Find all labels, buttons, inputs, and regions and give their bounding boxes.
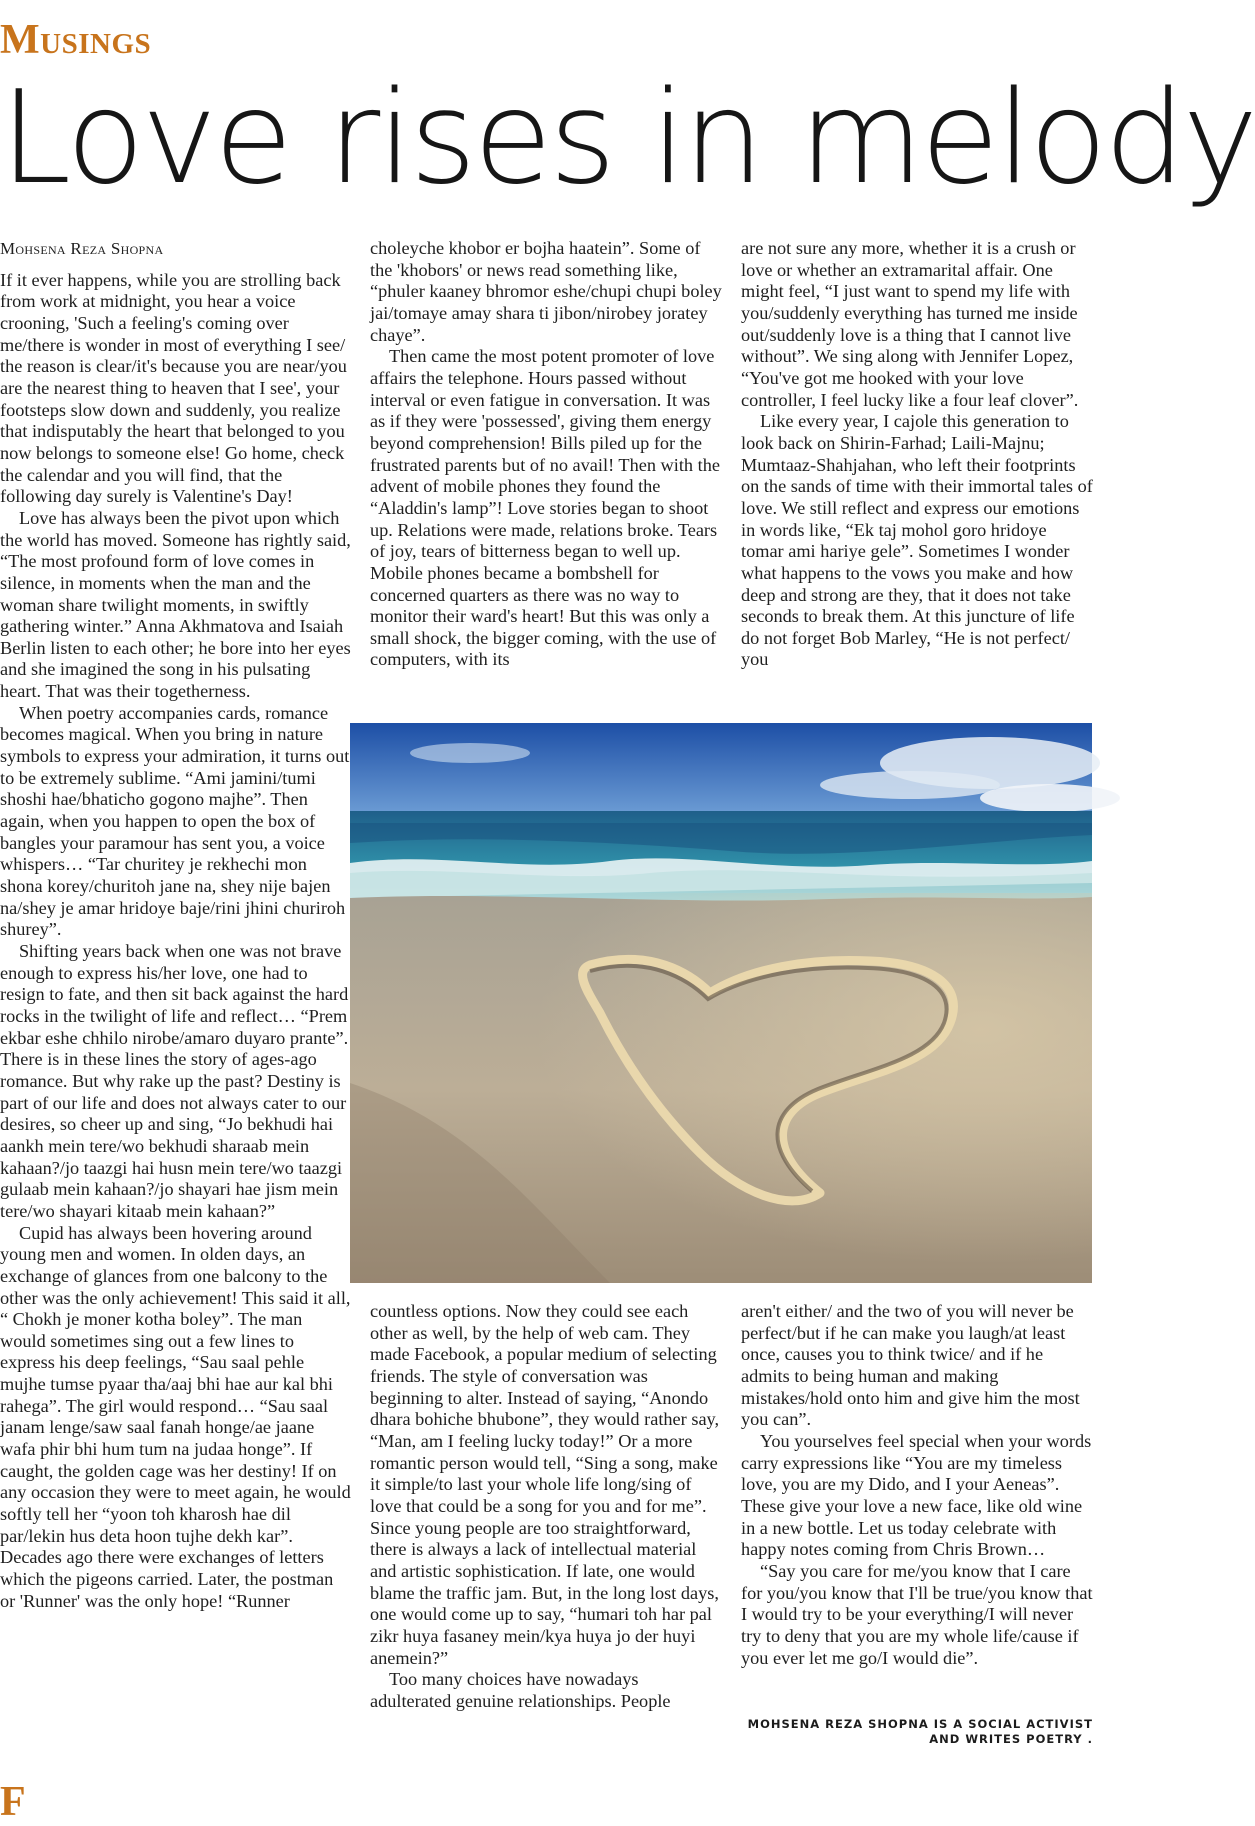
paragraph: When poetry accompanies cards, romance becomes magical. When you bring in nature symbols to express your admiration, it turns out to be extremely sublime. “Ami jamini/tumi shoshi hae/bhaticho gogono majhe”. Then again, when you happen to open the box of bangles your paramour has sent you, a voice whispers… “Tar churitey je rekhechi mon shona korey/churitoh jane na, shey nije bajen na/shey je amar hridoye baje/rini jhini churiroh shurey”. (0, 702, 350, 940)
paragraph: Too many choices have nowadays adulterated genuine relationships. People (370, 1669, 671, 1711)
author-credit: MOHSENA REZA SHOPNA IS A SOCIAL ACTIVIST AND WRITES POETRY . (747, 1717, 1093, 1746)
paragraph: Cupid has always been hovering around young men and women. In olden days, an exchange of glances from one balcony to the other was the only achievement! This said it all, “ Chokh je moner kotha boley”. The man would sometimes sing out a few lines to express his deep feelings, “Sau saal pehle mujhe tumse pyaar tha/aaj bhi hae aur kal bhi rahega”. The girl would respond… “Sau saal janam lenge/saw saal fanah honge/ae jaane wafa phir bhi hum tum na judaa honge”. If caught, the golden cage was her destiny! If on any occasion they were to meet again, he would softly tell her “yoon toh kharosh hae dil par/lekin hus deta hoon tujhe dekh kar”. Decades ago there were exchanges of letters which the pigeons carried. Later, the postman or 'Runner' was the only hope! “Runner (0, 1222, 351, 1611)
article-column-2-top (370, 238, 722, 671)
paragraph: Love has always been the pivot upon which the world has moved. Someone has rightly said, “The most profound form of love comes in silence, in moments when the man and the woman share twilight moments, in swiftly gathering winter.” Anna Akhmatova and Isaiah Berlin listen to each other; he bore into her eyes and she imagined the song in his pulsating heart. That was their togetherness. (0, 507, 351, 702)
paragraph: aren't either/ and the two of you will never be perfect/but if he can make you laugh/at least once, causes you to think twice/ and if he admits to being human and making mistakes/hold onto him and give him the most you can”. (741, 1301, 1080, 1430)
beach-heart-photo (350, 723, 1092, 1283)
paragraph: choleyche khobor er bojha haatein”. Some of the 'khobors' or news read something like, “phuler kaaney bhromor eshe/chupi chupi boley jai/tomaye amay shara ti jibon/nirobey joratey chaye”. (370, 238, 722, 345)
heart-in-sand-icon (350, 723, 1092, 1283)
paragraph: Then came the most potent promoter of love affairs the telephone. Hours passed without interval or even fatigue in conversation. It was as if they were 'possessed', giving them energy beyond comprehension! Bills piled up for the frustrated parents but of no avail! Then with the advent of mobile phones they found the “Aladdin's lamp”! Love stories began to shoot up. Relations were made, relations broke. Tears of joy, tears of bitterness began to well up. Mobile phones became a bombshell for concerned quarters as there was no way to monitor their ward's heart! But this was only a small shock, the bigger coming, with the use of computers, with its (370, 346, 720, 670)
paragraph: countless options. Now they could see each other as well, by the help of web cam. They made Facebook, a popular medium of selecting friends. The style of conversation was beginning to alter. Instead of saying, “Anondo dhara bohiche bhubone”, they would rather say, “Man, am I feeling lucky today!” Or a more romantic person would tell, “Sing a song, make it simple/to last your whole life long/sing of love that could be a song for you and for me”. Since young people are too straightforward, there is always a lack of intellectual material and artistic sophistication. If late, one would blame the traffic jam. But, in the long lost days, one would come up to say, “humari toh har pal zikr huya fasaney mein/kya huya jo der huyi anemein?” (370, 1301, 720, 1668)
paragraph: You yourselves feel special when your words carry expressions like “You are my timeless love, you are my Dido, and I your Aeneas”. These give your love a new face, like old wine in a new bottle. Let us today celebrate with happy notes coming from Chris Brown… (741, 1430, 1092, 1560)
byline: Mohsena Reza Shopna (0, 239, 164, 258)
article-column-2-bottom (370, 1301, 722, 1712)
article-column-3-bottom (741, 1301, 1093, 1669)
paragraph: Like every year, I cajole this generation to look back on Shirin-Farhad; Laili-Majnu; Mumtaaz-Shahjahan, who left their footprints on the sands of time with their immortal tales of love. We still reflect and express our emotions in words like, “Ek taj mohol goro hridoye tomar ami hariye gele”. Sometimes I wonder what happens to the vows you make and how deep and strong are they, that it does not take seconds to break them. At this juncture of life do not forget Bob Marley, “He is not perfect/ you (741, 411, 1093, 670)
article-column-1 (0, 238, 352, 1612)
next-section-label: F (0, 1779, 26, 1825)
paragraph: are not sure any more, whether it is a crush or love or whether an extramarital affair. One might feel, “I just want to spend my life with you/suddenly everything has turned me inside out/suddenly love is a thing that I cannot live without”. We sing along with Jennifer Lopez, “You've got me hooked with your love controller, I feel lucky like a four leaf clover”. (741, 238, 1079, 410)
paragraph: Shifting years back when one was not brave enough to express his/her love, one had to resign to fate, and then sit back against the hard rocks in the twilight of life and reflect… “Prem ekbar eshe chhilo nirobe/amaro duyaro prante”. There is in these lines the story of ages-ago romance. But why rake up the past? Destiny is part of our life and does not always cater to our desires, so cheer up and sing, “Jo bekhudi hai aankh mein tere/wo bekhudi sharaab mein kahaan?/jo taazgi hai husn mein tere/wo taazgi gulaab mein kahaan?/jo shayari hae jism mein tere/wo shayari kitaab mein kahaan?” (0, 941, 349, 1221)
article-column-3-top (741, 238, 1093, 671)
headline: Love rises in melody (0, 64, 1255, 213)
paragraph: If it ever happens, while you are strolling back from work at midnight, you hear a voice crooning, 'Such a feeling's coming over me/there is wonder in most of everything I see/ the reason is clear/it's because you are near/you are the nearest thing to heaven that I see', your footsteps slow down and suddenly, you realize that indisputably the heart that belonged to you now belongs to someone else! Go home, check the calendar and you will find, that the following day surely is Valentine's Day! (0, 269, 347, 507)
section-label: Musings (0, 17, 152, 63)
paragraph: “Say you care for me/you know that I care for you/you know that I'll be true/you know that I would try to be your everything/I will never try to deny that you are my whole life/cause if you ever let me go/I would die”. (741, 1560, 1093, 1668)
